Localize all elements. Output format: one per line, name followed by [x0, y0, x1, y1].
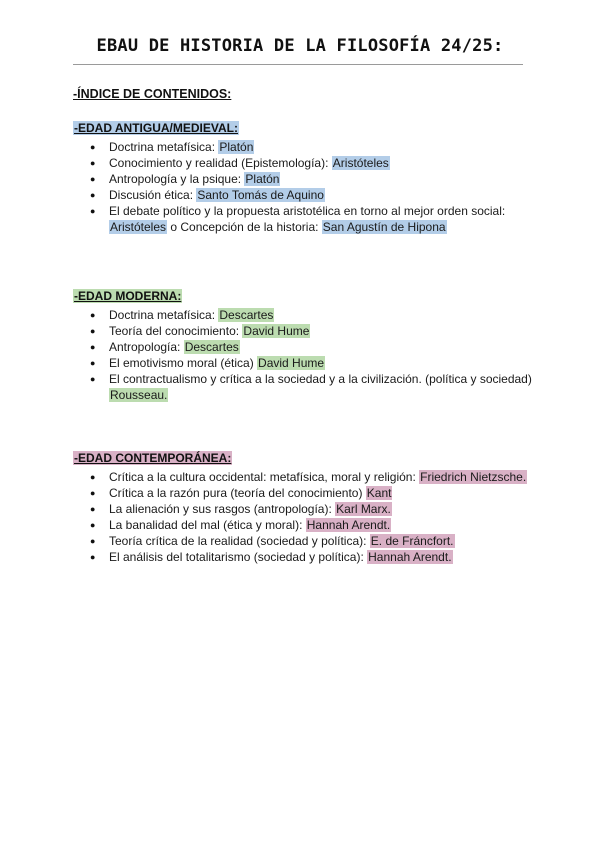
list-item — [73, 139, 543, 155]
author-highlight: David Hume — [243, 324, 310, 338]
list-item — [73, 517, 543, 533]
topic-text: El emotivismo moral (ética) — [109, 356, 258, 370]
list-item — [73, 307, 543, 323]
author-highlight: Friedrich Nietzsche. — [420, 470, 527, 484]
bullet-icon: ● — [90, 374, 96, 384]
index-heading: -ÍNDICE DE CONTENIDOS: — [73, 87, 232, 101]
list-item — [73, 371, 543, 403]
list-item — [73, 187, 543, 203]
section-heading: -EDAD ANTIGUA/MEDIEVAL: — [74, 121, 238, 135]
topic-text: Discusión ética: — [109, 188, 197, 202]
author-highlight: Rousseau. — [110, 388, 168, 402]
bullet-icon: ● — [90, 504, 96, 514]
list-item — [73, 323, 543, 339]
topic-text: Teoría del conocimiento: — [109, 324, 243, 338]
topic-text: Doctrina metafísica: — [109, 308, 219, 322]
list-item — [73, 155, 543, 171]
section-edad-antigua-medieval — [73, 119, 543, 235]
author-highlight: Descartes — [219, 308, 274, 322]
bullet-icon: ● — [90, 358, 96, 368]
bullet-icon: ● — [90, 174, 96, 184]
bullet-icon: ● — [90, 310, 96, 320]
list-item — [73, 469, 543, 485]
topic-text: Antropología y la psique: — [109, 172, 245, 186]
bullet-icon: ● — [90, 536, 96, 546]
document-title: EBAU DE HISTORIA DE LA FILOSOFÍA 24/25: — [96, 36, 504, 56]
author-highlight: David Hume — [258, 356, 325, 370]
section-heading: -EDAD MODERNA: — [74, 289, 182, 303]
list-item — [73, 533, 543, 549]
author-highlight: Kant — [366, 486, 392, 500]
bullet-icon: ● — [90, 552, 96, 562]
list-item — [73, 171, 543, 187]
list-item — [73, 355, 543, 371]
topic-list — [73, 469, 543, 565]
title-divider — [73, 64, 523, 65]
topic-text: La alienación y sus rasgos (antropología): — [109, 502, 336, 516]
topic-text: Teoría crítica de la realidad (sociedad y política): — [109, 534, 370, 548]
author-highlight: Hannah Arendt. — [368, 550, 452, 564]
list-item — [73, 501, 543, 517]
section-edad-contemporanea — [73, 449, 543, 565]
topic-list — [73, 307, 543, 403]
author-highlight: Hannah Arendt. — [306, 518, 391, 532]
list-item — [73, 339, 543, 355]
bullet-icon: ● — [90, 190, 96, 200]
bullet-icon: ● — [90, 326, 96, 336]
topic-text: Doctrina metafísica: — [109, 140, 219, 154]
author-highlight: Platón — [245, 172, 280, 186]
topic-text: El contractualismo y crítica a la sociedad y a la civilización. (política y sociedad) — [109, 372, 532, 386]
topic-text: El análisis del totalitarismo (sociedad y política): — [109, 550, 368, 564]
list-item — [73, 485, 543, 501]
author-highlight: Platón — [219, 140, 254, 154]
topic-text: El debate político y la propuesta aristotélica en torno al mejor orden social: — [109, 204, 506, 218]
topic-text-continued: o Concepción de la historia: — [167, 220, 322, 234]
author-highlight: Karl Marx. — [336, 502, 391, 516]
list-item — [73, 549, 543, 565]
topic-text: Crítica a la razón pura (teoría del conocimiento) — [109, 486, 366, 500]
author-highlight: E. de Fráncfort. — [370, 534, 454, 548]
bullet-icon: ● — [90, 488, 96, 498]
bullet-icon: ● — [90, 206, 96, 216]
section-heading: -EDAD CONTEMPORÁNEA: — [74, 451, 232, 465]
author-highlight: San Agustín de Hipona — [322, 220, 446, 234]
section-edad-moderna — [73, 287, 543, 403]
list-item — [73, 203, 543, 235]
bullet-icon: ● — [90, 158, 96, 168]
author-highlight: Aristóteles — [332, 156, 389, 170]
topic-text: La banalidad del mal (ética y moral): — [109, 518, 306, 532]
bullet-icon: ● — [90, 520, 96, 530]
bullet-icon: ● — [90, 342, 96, 352]
topic-text: Antropología: — [109, 340, 184, 354]
topic-list — [73, 139, 543, 235]
author-highlight: Descartes — [184, 340, 239, 354]
author-highlight: Aristóteles — [110, 220, 167, 234]
bullet-icon: ● — [90, 472, 96, 482]
author-highlight: Santo Tomás de Aquino — [197, 188, 324, 202]
topic-text: Conocimiento y realidad (Epistemología): — [109, 156, 332, 170]
bullet-icon: ● — [90, 142, 96, 152]
topic-text: Crítica a la cultura occidental: metafísica, moral y religión: — [109, 470, 420, 484]
